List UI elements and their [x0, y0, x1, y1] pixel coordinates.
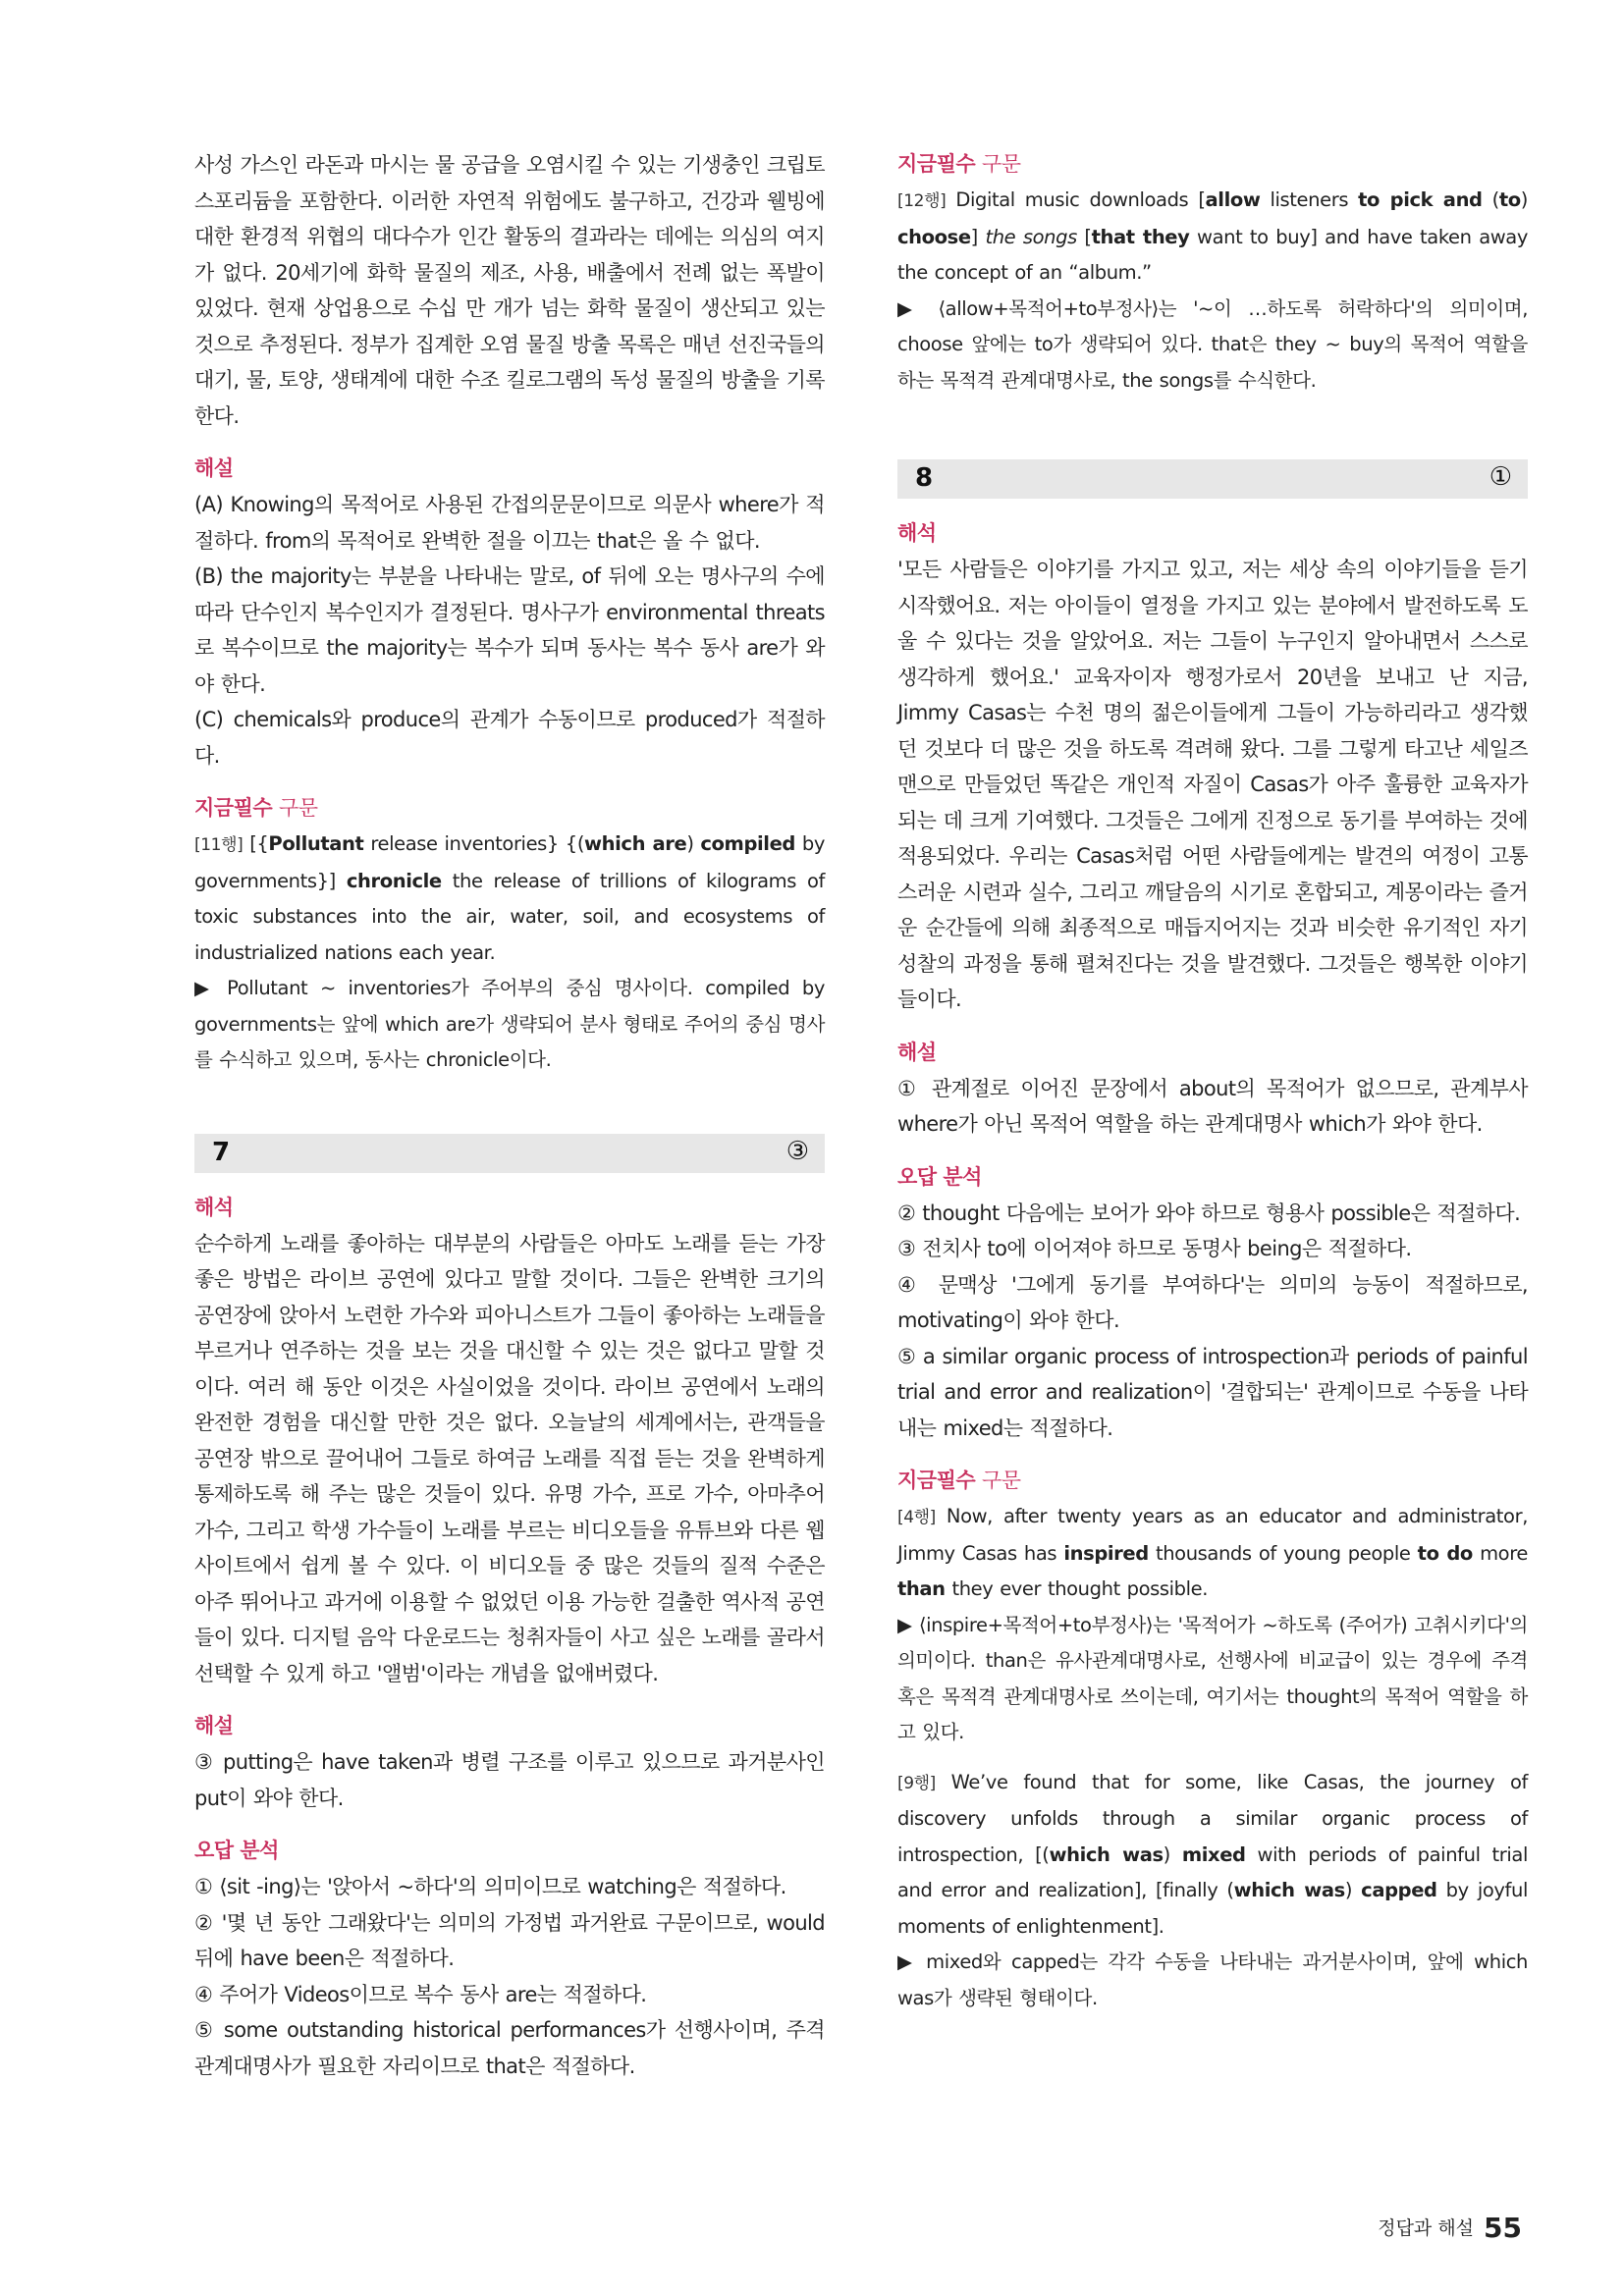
q8-explain-heading: 해설: [897, 1040, 937, 1064]
q8-syntax-sentence-2: [9행] We’ve found that for some, like Casas, the journey of discovery unfolds through a similar organic process of introspection, [(which was) mixed with periods of painful trial and error and realization], [finally (which was) capped by joyful moments of enlightenment].: [897, 1770, 1528, 1938]
syntax-sentence: [12행] Digital music downloads [allow listeners to pick and (to) choose] the songs [that they want to buy] and have taken away the concept of an “album.”: [897, 188, 1528, 284]
right-column: [897, 147, 1528, 2016]
syntax-heading: 지금필수 구문: [897, 152, 1021, 176]
q7-wrong-4: ④ 주어가 Videos이므로 복수 동사 are는 적절하다.: [194, 1982, 647, 2006]
q7-explain-heading: 해설: [194, 1714, 234, 1737]
question-8-bar: [897, 459, 1528, 499]
translation-continued: 사성 가스인 라돈과 마시는 물 공급을 오염시킬 수 있는 기생충인 크립토스포리듐을 포함한다. 이러한 자연적 위험에도 불구하고, 건강과 웰빙에 대한 환경적 위협의 대다수가 인간 활동의 결과라는 데에는 의심의 여지가 없다. 20세기에 화학 물질의 제조, 사용, 배출에서 전례 없는 폭발이 있었다. 현재 상업용으로 수십 만 개가 넘는 화학 물질이 생산되고 있는 것으로 추정된다. 정부가 집계한 오염 물질 방출 목록은 매년 선진국들의 대기, 물, 토양, 생태계에 대한 수조 킬로그램의 독성 물질의 방출을 기록한다.: [194, 153, 825, 428]
page-number: 55: [1484, 2212, 1522, 2244]
q8-translation: '모든 사람들은 이야기를 가지고 있고, 저는 세상 속의 이야기들을 듣기 시작했어요. 저는 아이들이 열정을 가지고 있는 분야에서 발전하도록 도울 수 있다는 것을 알았어요. 저는 그들이 누구인지 알아내면서 스스로 생각하게 했어요.' 교육자이자 행정가로서 20년을 보내고 난 지금, Jimmy Casas는 수천 명의 젊은이들에게 그들이 가능하리라고 생각했던 것보다 더 많은 것을 하도록 격려해 왔다. 그를 그렇게 타고난 세일즈맨으로 만들었던 똑같은 개인적 자질이 Casas가 아주 훌륭한 교육자가 되는 데 크게 기여했다. 그것들은 그에게 진정으로 동기를 부여하는 것에 적용되었다. 우리는 Casas처럼 어떤 사람들에게는 발견의 여정이 고통스러운 시련과 실수, 그리고 깨달음의 시기로 혼합되고, 계몽이라는 즐거운 순간들에 의해 최종적으로 매듭지어지는 것과 비슷한 유기적인 자기 성찰의 과정을 통해 펼쳐진다는 것을 발견했다. 그것들은 행복한 이야기들이다.: [897, 558, 1528, 1011]
q7-wrong-2: ② '몇 년 동안 그래왔다'는 의미의 가정법 과거완료 구문이므로, would 뒤에 have been은 적절하다.: [194, 1910, 825, 1970]
footer-label: 정답과 해설: [1378, 2217, 1475, 2239]
q8-wrong-5: ⑤ a similar organic process of introspection과 periods of painful trial and error and realization이 '결합되는' 관계이므로 수동을 나타내는 mixed는 적절하다.: [897, 1344, 1528, 1440]
q8-syntax-note-1: ▶ ⟨inspire+목적어+to부정사⟩는 '목적어가 ~하도록 (주어가) 고취시키다'의 의미이다. than은 유사관계대명사로, 선행사에 비교급이 있는 경우에 주격 혹은 목적격 관계대명사로 쓰이는데, 여기서는 thought의 목적어 역할을 하고 있다.: [897, 1613, 1528, 1743]
question-7-bar: [194, 1134, 825, 1173]
answer-mark: ③: [785, 1136, 809, 1166]
q7-wrong-5: ⑤ some outstanding historical performances가 선행사이며, 주격 관계대명사가 필요한 자리이므로 that은 적절하다.: [194, 2018, 825, 2078]
syntax-note: ▶ ⟨allow+목적어+to부정사⟩는 '~이 …하도록 허락하다'의 의미이며, choose 앞에는 to가 생략되어 있다. that은 they ~ buy의 목적어 역할을 하는 목적격 관계대명사로, the songs를 수식한다.: [897, 296, 1528, 392]
page-footer: [1378, 2212, 1522, 2244]
q7-wrong-heading: 오답 분석: [194, 1839, 279, 1862]
answer-mark: ①: [1489, 462, 1512, 492]
explain-c: (C) chemicals와 produce의 관계가 수동이므로 produced가 적절하다.: [194, 708, 825, 768]
explain-a: (A) Knowing의 목적어로 사용된 간접의문문이므로 의문사 where가 적절하다. from의 목적어로 완벽한 절을 이끄는 that은 올 수 없다.: [194, 493, 825, 553]
q7-translation-heading: 해석: [194, 1195, 234, 1219]
explain-b: (B) the majority는 부분을 나타내는 말로, of 뒤에 오는 명사구의 수에 따라 단수인지 복수인지가 결정된다. 명사구가 environmental threats로 복수이므로 the majority는 복수가 되며 동사는 복수 동사 are가 와야 한다.: [194, 564, 825, 696]
q8-wrong-3: ③ 전치사 to에 이어져야 하므로 동명사 being은 적절하다.: [897, 1237, 1412, 1260]
q8-wrong-4: ④ 문맥상 '그에게 동기를 부여하다'는 의미의 능동이 적절하므로, motivating이 와야 한다.: [897, 1272, 1528, 1332]
q7-translation: 순수하게 노래를 좋아하는 대부분의 사람들은 아마도 노래를 듣는 가장 좋은 방법은 라이브 공연에 있다고 말할 것이다. 그들은 완벽한 크기의 공연장에 앉아서 노련한 가수와 피아니스트가 그들이 좋아하는 노래들을 부르거나 연주하는 것을 보는 것을 대신할 수 있는 것은 없다고 말할 것이다. 여러 해 동안 이것은 사실이었을 것이다. 라이브 공연에서 노래의 완전한 경험을 대신할 만한 것은 없다. 오늘날의 세계에서는, 관객들을 공연장 밖으로 끌어내어 그들로 하여금 노래를 직접 듣는 것을 완벽하게 통제하도록 해 주는 많은 것들이 있다. 유명 가수, 프로 가수, 아마추어 가수, 그리고 학생 가수들이 노래를 부르는 비디오들을 유튜브와 다른 웹 사이트에서 쉽게 볼 수 있다. 이 비디오들 중 많은 것들의 질적 수준은 아주 뛰어나고 과거에 이용할 수 없었던 이용 가능한 걸출한 역사적 공연들이 있다. 디지털 음악 다운로드는 청취자들이 사고 싶은 노래를 골라서 선택할 수 있게 하고 '앨범'이라는 개념을 없애버렸다.: [194, 1231, 825, 1685]
explain-heading: 해설: [194, 456, 234, 480]
q8-syntax-sentence-1: [4행] Now, after twenty years as an educator and administrator, Jimmy Casas has inspired thousands of young people to do more than they ever thought possible.: [897, 1505, 1528, 1600]
q8-explain: ① 관계절로 이어진 문장에서 about의 목적어가 없으므로, 관계부사 where가 아닌 목적어 역할을 하는 관계대명사 which가 와야 한다.: [897, 1076, 1528, 1136]
q8-wrong-2: ② thought 다음에는 보어가 와야 하므로 형용사 possible은 적절하다.: [897, 1201, 1521, 1225]
syntax-sentence: [11행] [{Pollutant release inventories} {(which are) compiled by governments}] chronicle the release of trillions of kilograms of toxic substances into the air, water, soil, and ecosystems of industrialized nations each year.: [194, 832, 825, 964]
q7-wrong-1: ① ⟨sit -ing⟩는 '앉아서 ~하다'의 의미이므로 watching은 적절하다.: [194, 1875, 786, 1898]
syntax-note: ▶ Pollutant ~ inventories가 주어부의 중심 명사이다. compiled by governments는 앞에 which are가 생략되어 분사 형태로 주어의 중심 명사를 수식하고 있으며, 동사는 chronicle이다.: [194, 977, 825, 1071]
left-column: [194, 147, 825, 2084]
question-number: 7: [212, 1137, 231, 1167]
q7-explain: ③ putting은 have taken과 병렬 구조를 이루고 있으므로 과거분사인 put이 와야 한다.: [194, 1750, 825, 1810]
q8-syntax-note-2: ▶ mixed와 capped는 각각 수동을 나타내는 과거분사이며, 앞에 which was가 생략된 형태이다.: [897, 1950, 1528, 2009]
question-number: 8: [915, 463, 934, 493]
q8-wrong-heading: 오답 분석: [897, 1164, 982, 1189]
syntax-heading: 지금필수 구문: [194, 796, 318, 820]
q8-syntax-heading: 지금필수 구문: [897, 1468, 1021, 1492]
q8-translation-heading: 해석: [897, 521, 937, 545]
